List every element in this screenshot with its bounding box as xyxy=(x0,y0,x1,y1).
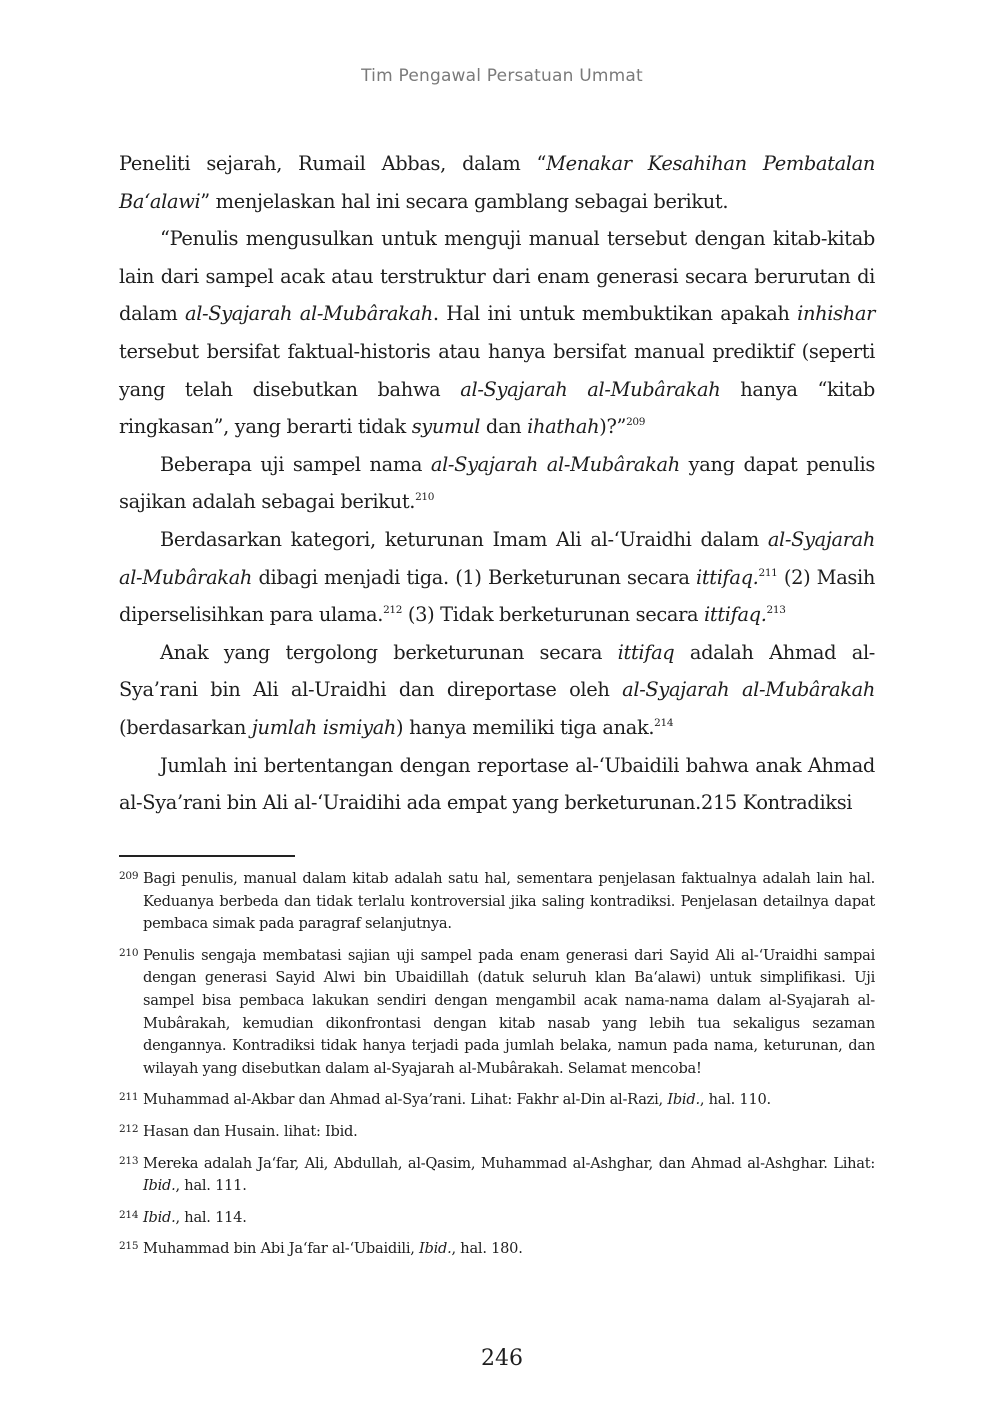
italic-term: Ibid. xyxy=(143,1177,176,1195)
footnote-ref: 211 xyxy=(758,566,778,579)
text-run: , hal. 110. xyxy=(699,1091,771,1109)
body-text xyxy=(119,145,875,822)
footnote-separator xyxy=(119,855,295,857)
text-run: Muhammad bin Abi Ja‘far al-‘Ubaidili, xyxy=(143,1240,420,1258)
italic-term: ihathah xyxy=(527,415,600,439)
italic-term: al-Syajarah al-Mubârakah xyxy=(185,302,433,326)
paragraph xyxy=(119,220,875,446)
italic-term: al-Syajarah al-Mubârakah xyxy=(622,678,875,702)
footnote-ref: 209 xyxy=(626,416,646,429)
footnote-number: 212 xyxy=(119,1122,139,1135)
footnote-ref: 213 xyxy=(766,604,786,617)
text-run: , hal. 114. xyxy=(175,1208,247,1226)
italic-term: al-Syajarah al-Mubârakah xyxy=(119,527,875,589)
footnote-text xyxy=(143,1240,523,1257)
text-run: Berdasarkan kategori, keturunan Imam Ali al-‘Uraidhi dalam xyxy=(160,527,768,551)
text-run: (2) Masih diperselisihkan para ulama. xyxy=(119,565,875,627)
text-run: Penulis sengaja membatasi sajian uji sampel pada enam generasi dari Sayid Ali al-‘Uraidhi sampai dengan generasi Sayid Alwi bin Ubaidillah (datuk seluruh klan Ba‘alawi) untuk simplifikasi. Uji sampel bisa pembaca lakukan sendiri dengan mengambil acak nama-nama dalam al-Syajarah al-Mubârakah, kemudian dikonfrontasi dengan kitab nasab yang lebih tua sekaligus sezaman dengannya. Kontradiksi tidak hanya terjadi pada jumlah belaka, namun pada nama, keturunan, dan wilayah yang disebutkan dalam al-Syajarah al-Mubârakah. Selamat mencoba! xyxy=(143,946,875,1077)
text-run: Mereka adalah Ja‘far, Ali, Abdullah, al-Qasim, Muhammad al-Ashghar, dan Ahmad al-Ashghar. Lihat: xyxy=(143,1154,875,1172)
footnote-ref: 210 xyxy=(415,491,435,504)
text-run: hanya “kitab ringkasan”, yang berarti tidak xyxy=(119,377,875,439)
footnote-text xyxy=(143,1209,247,1226)
footnote-number: 211 xyxy=(119,1091,139,1104)
footnote xyxy=(119,1238,875,1261)
text-run: “Penulis mengusulkan untuk menguji manual tersebut dengan kitab-kitab lain dari sampel acak atau terstruktur dari enam generasi secara berurutan di dalam xyxy=(119,227,875,326)
footnote-text xyxy=(143,1123,358,1140)
italic-term: Menakar Kesahihan Pembatalan Ba‘alawi xyxy=(119,152,875,213)
text-run: Bagi penulis, manual dalam kitab adalah satu hal, sementara penjelasan faktualnya adalah lain hal. Keduanya berbeda dan tidak terlalu kontroversial jika saling kontradiksi. Penjelasan detailnya dapat pembaca simak pada paragraf selanjutnya. xyxy=(143,870,875,933)
footnote xyxy=(119,1121,875,1144)
footnote-number: 210 xyxy=(119,946,139,959)
text-run: Hasan dan Husain. lihat: Ibid. xyxy=(143,1122,358,1140)
text-run: dibagi menjadi tiga. (1) Berketurunan secara xyxy=(252,565,696,589)
italic-term: Ibid. xyxy=(143,1208,176,1226)
footnote-ref: 212 xyxy=(383,604,403,617)
text-run: . Hal ini untuk membuktikan apakah xyxy=(432,302,798,326)
italic-term: ittifaq. xyxy=(704,603,767,627)
footnote-number: 215 xyxy=(119,1240,139,1253)
text-run: Anak yang tergolong berketurunan secara xyxy=(160,640,618,664)
text-run: dan xyxy=(480,415,528,439)
footnotes xyxy=(119,868,875,1270)
text-run: tersebut bersifat faktual-historis atau hanya bersifat manual prediktif (seperti yang telah disebutkan bahwa xyxy=(119,339,875,401)
text-run: Peneliti sejarah, Rumail Abbas, dalam “ xyxy=(119,152,547,175)
italic-term: ittifaq xyxy=(617,640,675,664)
footnote xyxy=(119,868,875,936)
paragraph xyxy=(119,446,875,521)
italic-term: syumul xyxy=(411,415,481,439)
italic-term: inhishar xyxy=(797,302,876,326)
text-run: (berdasarkan xyxy=(119,715,252,739)
footnote-text xyxy=(143,1091,771,1108)
text-run: Beberapa uji sampel nama xyxy=(160,452,431,476)
text-run: adalah Ahmad al-Sya’rani bin Ali al-Uraidhi dan direportase oleh xyxy=(119,640,875,702)
paragraph xyxy=(119,634,875,747)
paragraph xyxy=(119,521,875,634)
italic-term: ittifaq. xyxy=(695,565,759,589)
footnote xyxy=(119,1089,875,1112)
footnote xyxy=(119,1153,875,1198)
text-run: ” menjelaskan hal ini secara gamblang sebagai berikut. xyxy=(200,189,729,213)
text-run: Jumlah ini bertentangan dengan reportase al-‘Ubaidili bahwa anak Ahmad al-Sya’rani bin Ali al-‘Uraidihi ada empat yang berketurunan.215 Kontradiksi xyxy=(119,753,875,815)
text-run: ) hanya memiliki tiga anak. xyxy=(396,715,655,739)
text-run: )?” xyxy=(599,415,627,439)
footnote-number: 213 xyxy=(119,1154,139,1167)
text-run: (3) Tidak berketurunan secara xyxy=(402,603,705,627)
italic-term: Ibid. xyxy=(419,1240,452,1258)
page-number: 246 xyxy=(481,1346,523,1371)
footnote xyxy=(119,945,875,1081)
text-run: Muhammad al-Akbar dan Ahmad al-Sya’rani. Lihat: Fakhr al-Din al-Razi, xyxy=(143,1091,668,1109)
footnote-text xyxy=(143,947,875,1077)
text-run: , hal. 111. xyxy=(175,1177,247,1195)
italic-term: Ibid. xyxy=(667,1091,700,1109)
footnote xyxy=(119,1207,875,1230)
footnote-number: 214 xyxy=(119,1208,139,1221)
italic-term: al-Syajarah al-Mubârakah xyxy=(460,377,721,401)
footnote-number: 209 xyxy=(119,870,139,882)
text-run: , hal. 180. xyxy=(451,1240,523,1258)
paragraph xyxy=(119,747,875,822)
footnote-ref: 214 xyxy=(654,716,674,729)
paragraph xyxy=(119,145,875,220)
footnote-text xyxy=(143,870,875,932)
italic-term: jumlah ismiyah xyxy=(251,715,397,739)
footnote-text xyxy=(143,1155,875,1195)
running-header: Tim Pengawal Persatuan Ummat xyxy=(361,66,643,86)
text-run: yang dapat penulis sajikan adalah sebagai berikut. xyxy=(119,452,875,514)
italic-term: al-Syajarah al-Mubârakah xyxy=(430,452,680,476)
